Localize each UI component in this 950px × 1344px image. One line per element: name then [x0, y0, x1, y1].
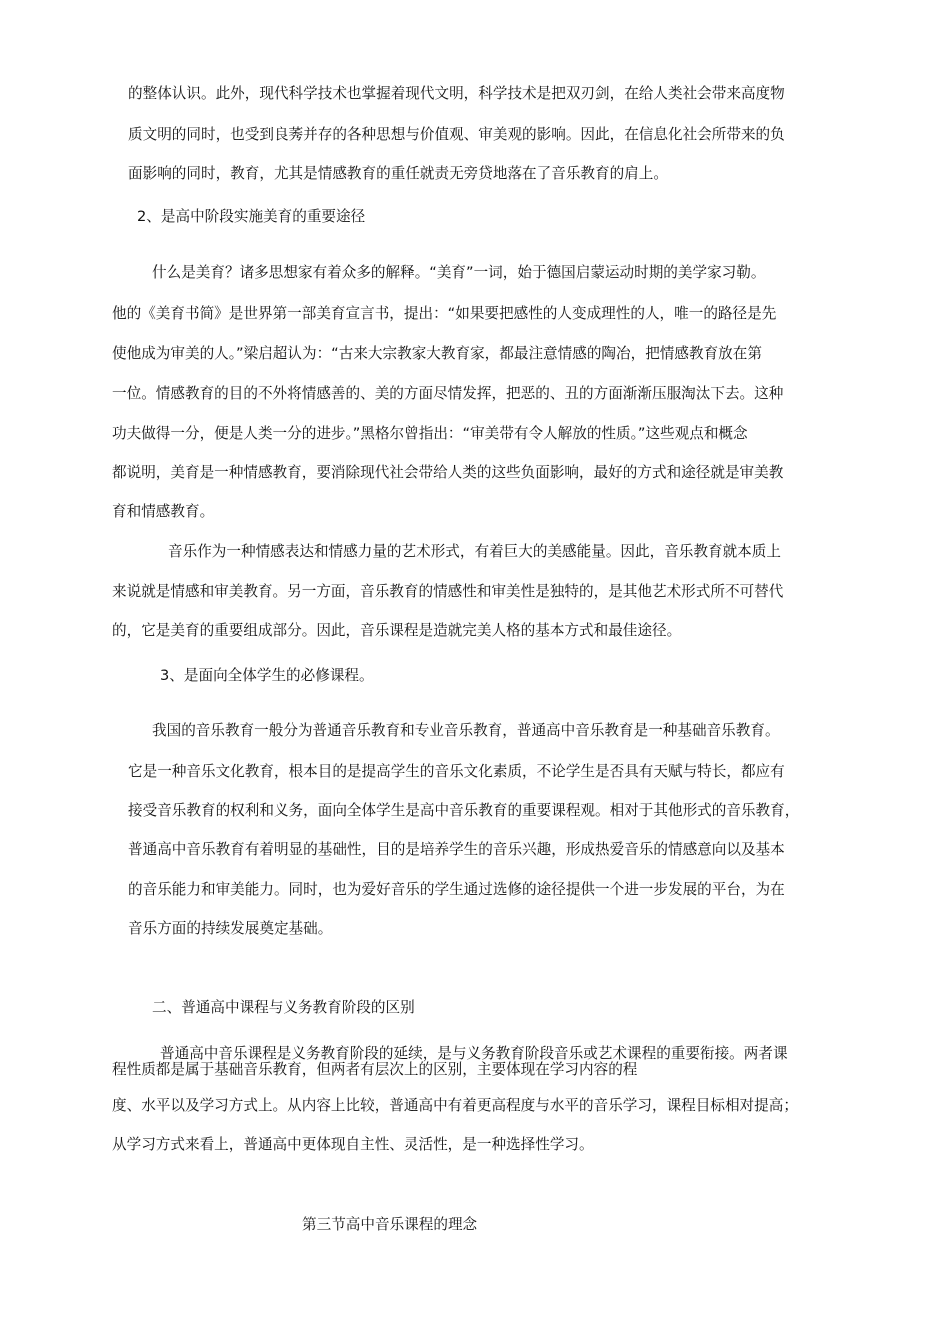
- text-line: 从学习方式来看上，普通高中更体现自主性、灵活性，是一种选择性学习。: [112, 1136, 594, 1153]
- text-line: 功夫做得一分，便是人类一分的进步。”黑格尔曾指出：“审美带有令人解放的性质。”这些观点和概念: [112, 425, 748, 442]
- text-line: 一位。情感教育的目的不外将情感善的、美的方面尽情发挥，把恶的、丑的方面渐渐压服淘汰下去。这种: [112, 385, 784, 402]
- text-line: 普通高中音乐教育有着明显的基础性，目的是培养学生的音乐兴趣，形成热爱音乐的情感意向以及基本: [128, 841, 785, 858]
- text-line: 质文明的同时，也受到良莠并存的各种思想与价值观、审美观的影响。因此，在信息化社会所带来的负: [128, 126, 785, 143]
- text-line: 他的《美育书简》是世界第一部美育宣言书，提出：“如果要把感性的人变成理性的人，唯一的路径是先: [112, 305, 777, 322]
- text-line: 程性质都是属于基础音乐教育，但两者有层次上的区别，主要体现在学习内容的程: [112, 1061, 638, 1078]
- text-line: 育和情感教育。: [112, 503, 215, 520]
- text-line: 接受音乐教育的权利和义务，面向全体学生是高中音乐教育的重要课程观。相对于其他形式的音乐教育，: [128, 802, 800, 819]
- text-line: 我国的音乐教育一般分为普通音乐教育和专业音乐教育，普通高中音乐教育是一种基础音乐教育。: [152, 722, 780, 739]
- text-line: 来说就是情感和审美教育。另一方面，音乐教育的情感性和审美性是独特的，是其他艺术形式所不可替代: [112, 583, 784, 600]
- subheading-2: 2、是高中阶段实施美育的重要途径: [137, 208, 366, 225]
- text-line: 什么是美育？诸多思想家有着众多的解释。“美育”一词，始于德国启蒙运动时期的美学家习勒。: [152, 264, 766, 281]
- text-line: 的整体认识。此外，现代科学技术也掌握着现代文明，科学技术是把双刃剑，在给人类社会带来高度物: [128, 85, 785, 102]
- text-line: 使他成为审美的人。”梁启超认为：“古来大宗教家大教育家，都最注意情感的陶冶，把情感教育放在第: [112, 345, 762, 362]
- text-line: 的，它是美育的重要组成部分。因此，音乐课程是造就完美人格的基本方式和最佳途径。: [112, 622, 682, 639]
- section-heading-3: 第三节高中音乐课程的理念: [302, 1216, 478, 1233]
- text-line: 它是一种音乐文化教育，根本目的是提高学生的音乐文化素质，不论学生是否具有天赋与特长，都应有: [128, 763, 785, 780]
- text-line: 音乐方面的持续发展奠定基础。: [128, 920, 333, 937]
- text-line: 度、水平以及学习方式上。从内容上比较，普通高中有着更高程度与水平的音乐学习，课程目标相对提高；: [112, 1097, 798, 1114]
- section-heading-2: 二、普通高中课程与义务教育阶段的区别: [152, 999, 415, 1016]
- text-line: 都说明，美育是一种情感教育，要消除现代社会带给人类的这些负面影响，最好的方式和途径就是审美教: [112, 464, 784, 481]
- subheading-3: 3、是面向全体学生的必修课程。: [160, 667, 374, 684]
- text-line: 的音乐能力和审美能力。同时，也为爱好音乐的学生通过选修的途径提供一个进一步发展的平台，为在: [128, 881, 785, 898]
- text-line: 面影响的同时，教育，尤其是情感教育的重任就责无旁贷地落在了音乐教育的肩上。: [128, 165, 668, 182]
- text-line: 音乐作为一种情感表达和情感力量的艺术形式，有着巨大的美感能量。因此，音乐教育就本质上: [168, 543, 781, 560]
- text-line: 普通高中音乐课程是义务教育阶段的延续，是与义务教育阶段音乐或艺术课程的重要衔接。两者课: [160, 1045, 788, 1062]
